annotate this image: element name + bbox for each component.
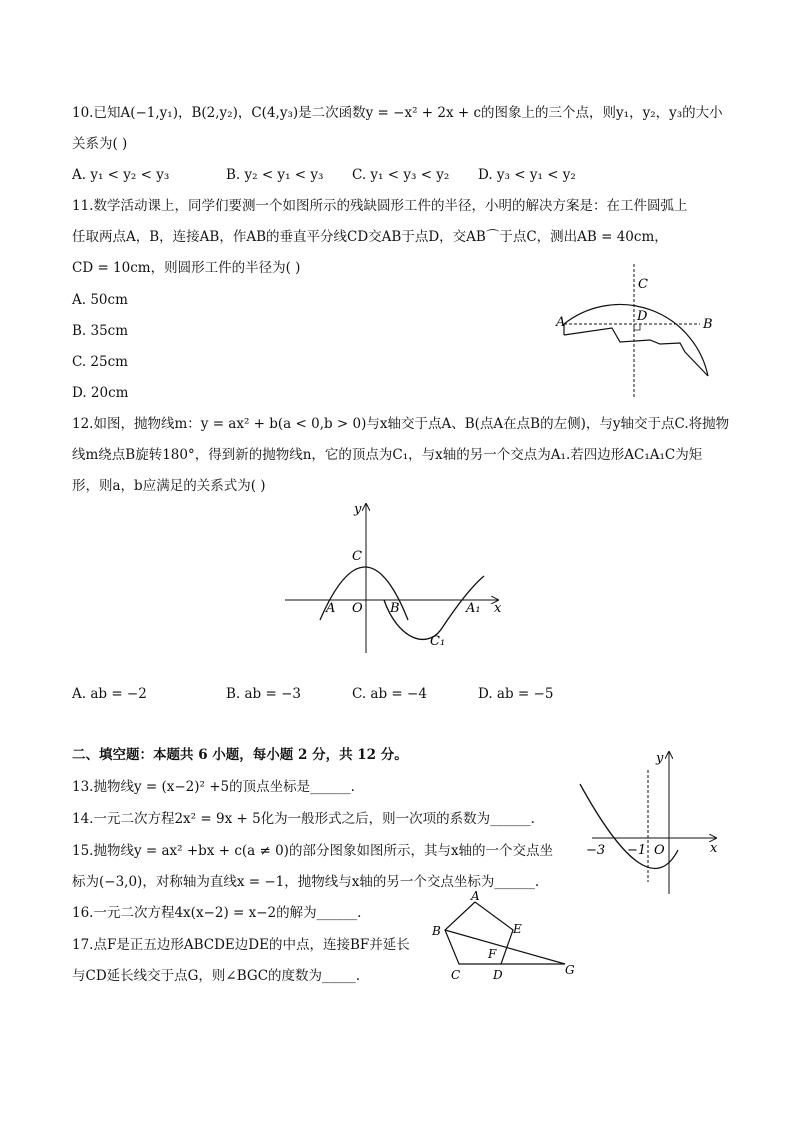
q12-option-b: B. ab = −3 [226,686,301,702]
q15-label-o: O [654,843,665,858]
q17-label-a: A [471,890,480,903]
q15-label-neg1: −1 [627,843,647,858]
q12-label-c: C [352,549,362,564]
q11-stem-line1: 11.数学活动课上，同学们要测一个如图所示的残缺圆形工件的半径，小明的解决方案是：在工件圆弧上 [72,198,688,214]
q11-label-b: B [703,317,713,332]
q11-option-d: D. 20cm [72,385,129,401]
q15-figure [572,748,722,898]
q17-stem-line1: 17.点F是正五边形ABCDE边DE的中点，连接BF并延长 [72,937,410,953]
q12-label-a1: A₁ [466,601,481,616]
q17-label-d: D [493,968,503,982]
q11-label-c: C [638,277,648,292]
q11-stem-line2: 任取两点A，B，连接AB，作AB的垂直平分线CD交AB于点D，交AB⌒于点C，测出AB = 40cm， [72,229,668,245]
q12-option-a: A. ab = −2 [72,686,147,702]
q11-label-a: A [556,315,566,330]
q10-stem-line2: 关系为( ) [72,136,128,152]
section-title-fill-in: 二、填空题：本题共 6 小题，每小题 2 分，共 12 分。 [72,747,408,763]
q16-stem: 16.一元二次方程4x(x−2) = x−2的解为______. [72,905,362,921]
q10-option-a: A. y₁ < y₂ < y₃ [72,167,170,183]
q12-label-x: x [494,601,502,616]
q17-label-e: E [513,922,522,936]
q17-label-g: G [565,963,575,977]
q15-stem-line2: 标为(−3,0)，对称轴为直线x = −1，抛物线与x轴的另一个交点坐标为______. [72,874,540,890]
q11-broken-edge [564,328,708,376]
q12-stem-line3: 形，则a，b应满足的关系式为( ) [72,478,266,494]
q13-stem: 13.抛物线y = (x−2)² +5的顶点坐标是______. [72,779,355,795]
q12-stem-line2: 线m绕点B旋转180°，得到新的抛物线n，它的顶点为C₁，与x轴的另一个交点为A₁.若四边形AC₁A₁C为矩 [72,447,703,463]
q12-label-o: O [352,601,363,616]
q11-option-c: C. 25cm [72,354,128,370]
q11-option-a: A. 50cm [72,292,128,308]
q10-option-c: C. y₁ < y₃ < y₂ [352,167,450,183]
q15-label-y: y [656,751,664,766]
q12-option-c: C. ab = −4 [352,686,427,702]
q12-label-b: B [390,601,400,616]
q11-stem-line3: CD = 10cm，则圆形工件的半径为( ) [72,260,301,276]
q12-stem-line1: 12.如图，抛物线m：y = ax² + b(a < 0,b > 0)与x轴交于点A、B(点A在点B的左侧)，与y轴交于点C.将抛物 [72,416,730,432]
q12-option-d: D. ab = −5 [478,686,554,702]
q14-stem: 14.一元二次方程2x² = 9x + 5化为一般形式之后，则一次项的系数为______. [72,811,535,827]
q10-option-b: B. y₂ < y₁ < y₃ [226,167,324,183]
q12-label-c1: C₁ [430,634,446,649]
q10-stem-line1: 10.已知A(−1,y₁)，B(2,y₂)，C(4,y₃)是二次函数y = −x² + 2x + c的图象上的三个点，则y₁，y₂，y₃的大小 [72,105,723,121]
q11-option-b: B. 35cm [72,323,129,339]
q11-arc [564,305,708,376]
q17-label-c: C [451,968,461,982]
q15-label-x: x [710,841,718,856]
q10-option-d: D. y₃ < y₁ < y₂ [478,167,576,183]
q17-label-f: F [488,947,497,961]
q12-label-y: y [354,502,362,517]
q12-figure [280,500,510,660]
q17-stem-line2: 与CD延长线交于点G，则∠BGC的度数为_____. [72,968,361,984]
q17-label-b: B [432,924,441,938]
q11-figure [550,260,725,400]
q17-figure [425,890,585,985]
q15-stem-line1: 15.抛物线y = ax² +bx + c(a ≠ 0)的部分图象如图所示，其与x轴的一个交点坐 [72,843,554,859]
q12-label-a: A [326,601,336,616]
q15-label-neg3: −3 [586,843,606,858]
q11-label-d: D [637,309,648,324]
